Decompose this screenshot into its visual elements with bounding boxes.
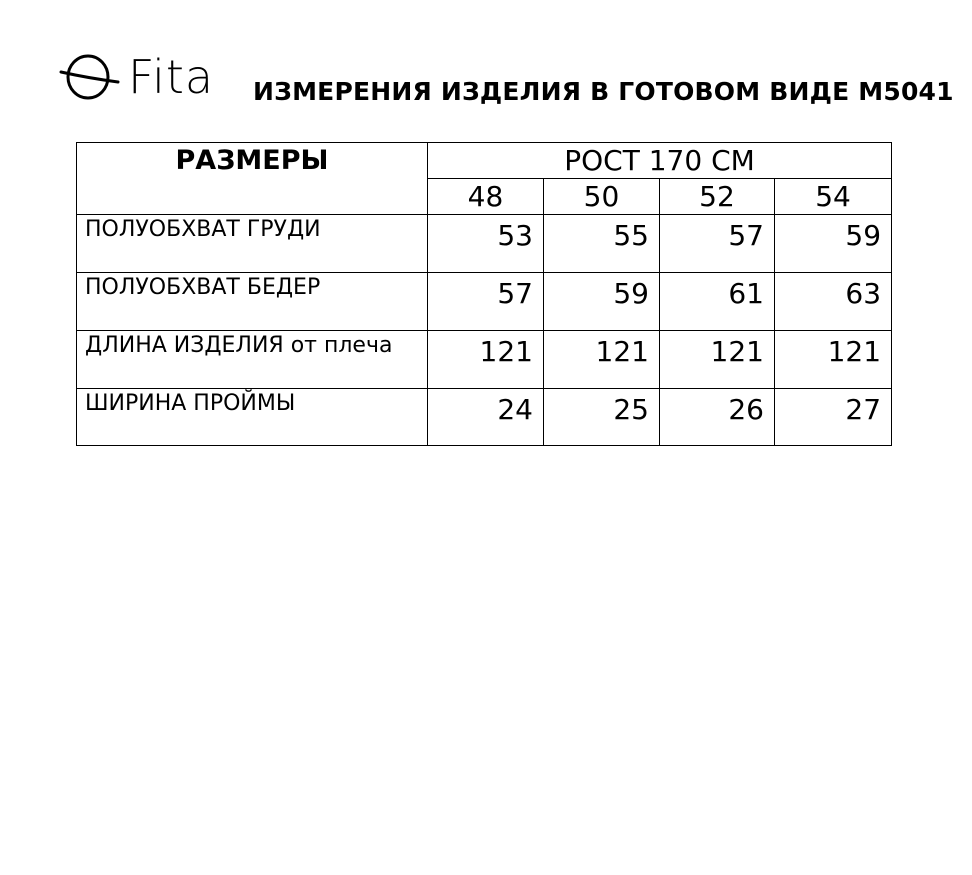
row-label: ШИРИНА ПРОЙМЫ xyxy=(77,389,428,446)
size-table xyxy=(76,142,892,446)
fita-logo-icon xyxy=(58,50,122,106)
size-header: 52 xyxy=(660,179,775,215)
table-cell: 59 xyxy=(775,215,892,273)
size-header: 50 xyxy=(544,179,660,215)
table-cell: 55 xyxy=(544,215,660,273)
table-cell: 121 xyxy=(775,331,892,389)
table-cell: 121 xyxy=(428,331,544,389)
table-cell: 57 xyxy=(660,215,775,273)
size-header: 54 xyxy=(775,179,892,215)
document-title: ИЗМЕРЕНИЯ ИЗДЕЛИЯ В ГОТОВОМ ВИДЕ М5041 xyxy=(253,77,954,106)
brand-name: Fita xyxy=(128,50,215,104)
header-row-height xyxy=(77,143,892,179)
table-cell: 24 xyxy=(428,389,544,446)
size-header: 48 xyxy=(428,179,544,215)
table-cell: 26 xyxy=(660,389,775,446)
table-cell: 57 xyxy=(428,273,544,331)
table-cell: 121 xyxy=(544,331,660,389)
sizes-header: РАЗМЕРЫ xyxy=(77,143,428,215)
table-row xyxy=(77,331,892,389)
table-cell: 63 xyxy=(775,273,892,331)
table-cell: 121 xyxy=(660,331,775,389)
table-row xyxy=(77,215,892,273)
table-cell: 59 xyxy=(544,273,660,331)
row-label: ДЛИНА ИЗДЕЛИЯ от плеча xyxy=(77,331,428,389)
table-cell: 25 xyxy=(544,389,660,446)
table-cell: 61 xyxy=(660,273,775,331)
table-cell: 53 xyxy=(428,215,544,273)
row-label: ПОЛУОБХВАТ БЕДЕР xyxy=(77,273,428,331)
height-header: РОСТ 170 СМ xyxy=(428,143,892,179)
table-cell: 27 xyxy=(775,389,892,446)
table-row xyxy=(77,273,892,331)
table-row xyxy=(77,389,892,446)
row-label: ПОЛУОБХВАТ ГРУДИ xyxy=(77,215,428,273)
brand-logo xyxy=(58,50,218,106)
